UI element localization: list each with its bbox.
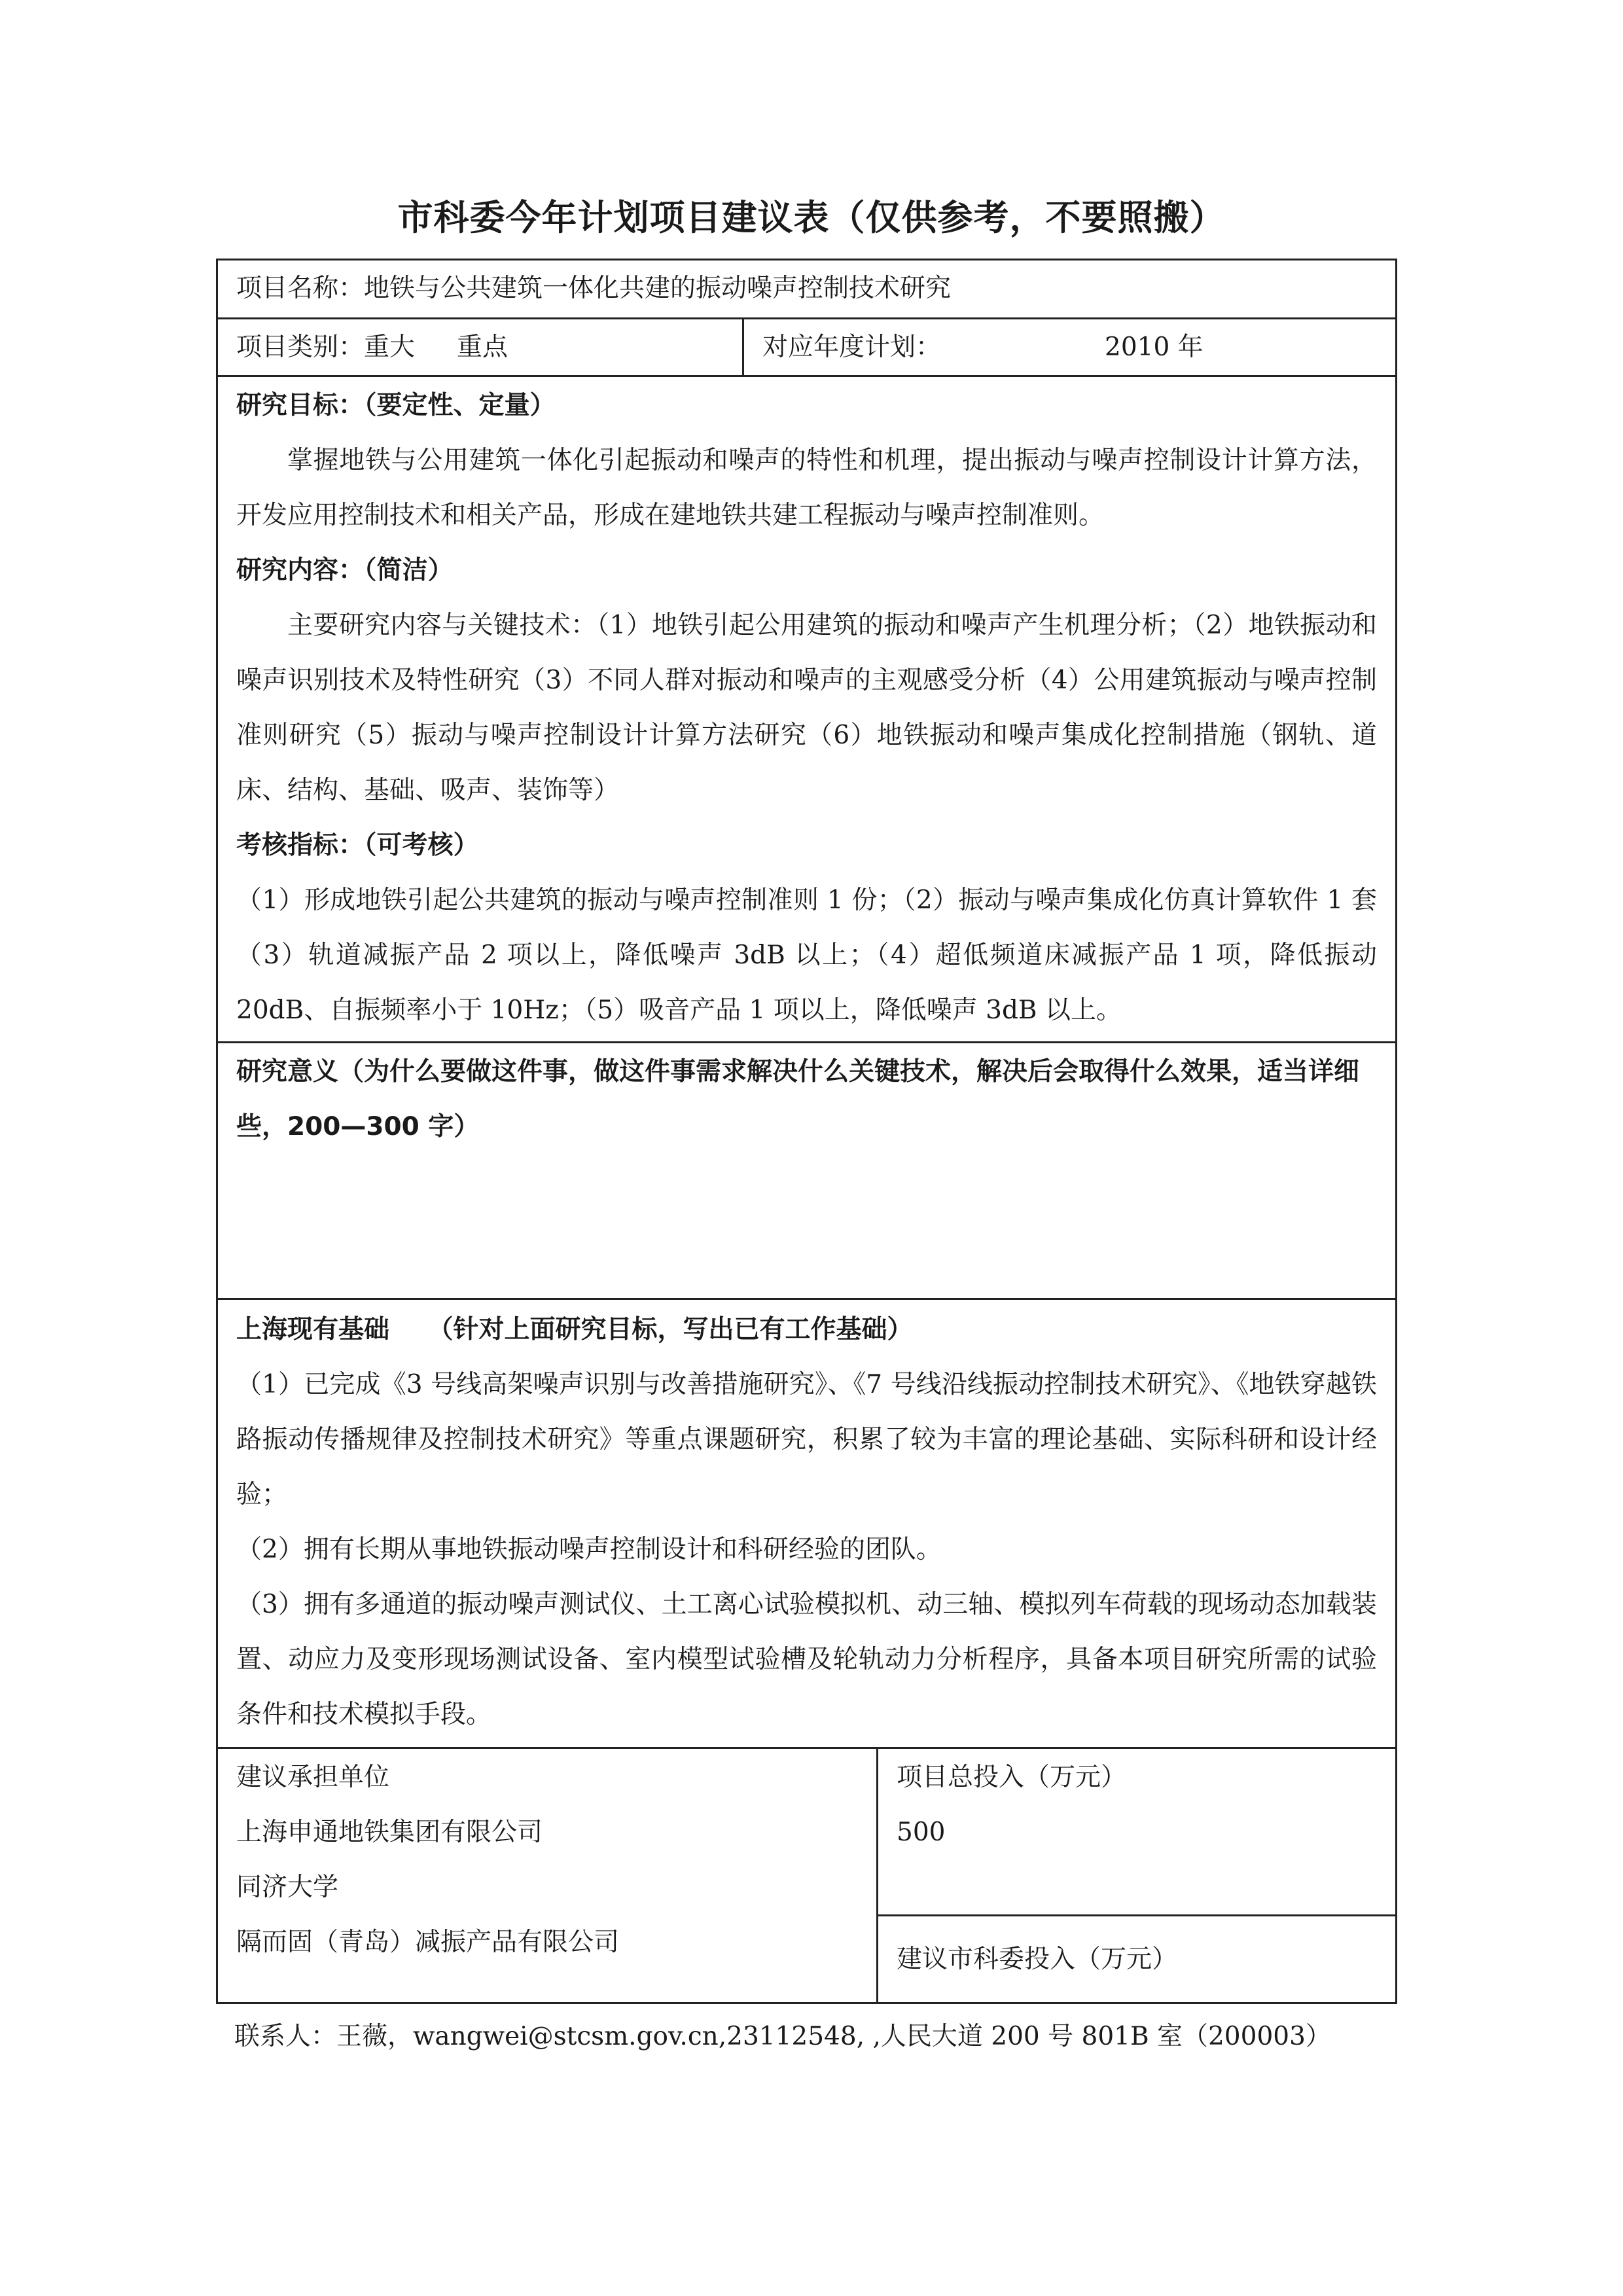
project-category-cell bbox=[218, 319, 742, 375]
basis-item: （3）拥有多通道的振动噪声测试仪、土工离心试验模拟机、动三轴、模拟列车荷载的现场动态加载装置、动应力及变形现场测试设备、室内模型试验槽及轮轨动力分析程序，具备本项目研究所需的试验条件和技术模拟手段。 bbox=[236, 1590, 1377, 1729]
undertaking-unit: 同济大学 bbox=[236, 1873, 339, 1902]
shanghai-basis-section bbox=[218, 1300, 1395, 1749]
significance-section bbox=[218, 1043, 1395, 1300]
shanghai-basis-heading: 上海现有基础 （针对上面研究目标，写出已有工作基础） bbox=[236, 1315, 913, 1344]
project-category-value2: 重点 bbox=[457, 332, 508, 362]
total-investment-label: 项目总投入（万元） bbox=[897, 1763, 1127, 1792]
undertaking-unit: 上海申通地铁集团有限公司 bbox=[236, 1818, 543, 1847]
basis-item: （2）拥有长期从事地铁振动噪声控制设计和科研经验的团队。 bbox=[236, 1535, 942, 1564]
project-name-value: 地铁与公共建筑一体化共建的振动噪声控制技术研究 bbox=[364, 274, 952, 303]
page-title: 市科委今年计划项目建议表（仅供参考，不要照搬） bbox=[397, 197, 1226, 238]
stcsm-investment-box bbox=[878, 1916, 1395, 2002]
significance-heading: 研究意义（为什么要做这件事，做这件事需求解决什么关键技术，解决后会取得什么效果，适当详细些，200—300 字） bbox=[236, 1057, 1360, 1141]
annual-plan-value: 2010 年 bbox=[1105, 332, 1204, 362]
total-investment-value: 500 bbox=[897, 1818, 946, 1847]
assessment-heading: 考核指标：（可考核） bbox=[236, 831, 479, 860]
project-category-label: 项目类别： bbox=[236, 332, 365, 362]
project-category-value: 重大 bbox=[364, 332, 416, 362]
research-goal-heading: 研究目标：（要定性、定量） bbox=[236, 391, 556, 420]
research-content-text: 主要研究内容与关键技术：（1）地铁引起公用建筑的振动和噪声产生机理分析；（2）地铁振动和噪声识别技术及特性研究（3）不同人群对振动和噪声的主观感受分析（4）公用建筑振动与噪声控制准则研究（5）振动与噪声控制设计计算方法研究（6）地铁振动和噪声集成化控制措施（钢轨、道床、结构、基础、吸声、装饰等） bbox=[236, 611, 1377, 805]
basis-item: （1）已完成《3 号线高架噪声识别与改善措施研究》、《7 号线沿线振动控制技术研究》、《地铁穿越铁路振动传播规律及控制技术研究》等重点课题研究，积累了较为丰富的理论基础、实际科研和设计经验； bbox=[236, 1370, 1377, 1509]
project-name-label: 项目名称： bbox=[236, 274, 365, 303]
research-section bbox=[218, 377, 1395, 1043]
investment-cell bbox=[876, 1749, 1395, 2002]
undertaking-units-label: 建议承担单位 bbox=[236, 1763, 390, 1792]
research-content-heading: 研究内容：（简洁） bbox=[236, 556, 454, 585]
research-goal-text: 掌握地铁与公用建筑一体化引起振动和噪声的特性和机理，提出振动与噪声控制设计计算方法，开发应用控制技术和相关产品，形成在建地铁共建工程振动与噪声控制准则。 bbox=[236, 446, 1377, 530]
undertaking-unit: 隔而固（青岛）减振产品有限公司 bbox=[236, 1928, 620, 1957]
total-investment-box bbox=[878, 1749, 1395, 1916]
undertaking-units-cell bbox=[218, 1749, 876, 2002]
proposal-form bbox=[216, 259, 1397, 2004]
project-name-row bbox=[218, 260, 1395, 319]
contact-line: 联系人：王薇，wangwei@stcsm.gov.cn,23112548, ,人民大道 200 号 801B 室（200003） bbox=[234, 2022, 1331, 2051]
assessment-text: （1）形成地铁引起公共建筑的振动与噪声控制准则 1 份；（2）振动与噪声集成化仿真计算软件 1 套（3）轨道减振产品 2 项以上，降低噪声 3dB 以上；（4）超低频道床减振产品 1 项，降低振动 20dB、自振频率小于 10Hz；（5）吸音产品 1 项以上，降低噪声 3dB 以上。 bbox=[236, 886, 1377, 1025]
annual-plan-label: 对应年度计划： bbox=[762, 332, 942, 362]
category-row bbox=[218, 319, 1395, 377]
stcsm-investment-label: 建议市科委投入（万元） bbox=[897, 1945, 1178, 1974]
units-investment-row bbox=[218, 1749, 1395, 2002]
annual-plan-cell bbox=[742, 319, 1395, 375]
